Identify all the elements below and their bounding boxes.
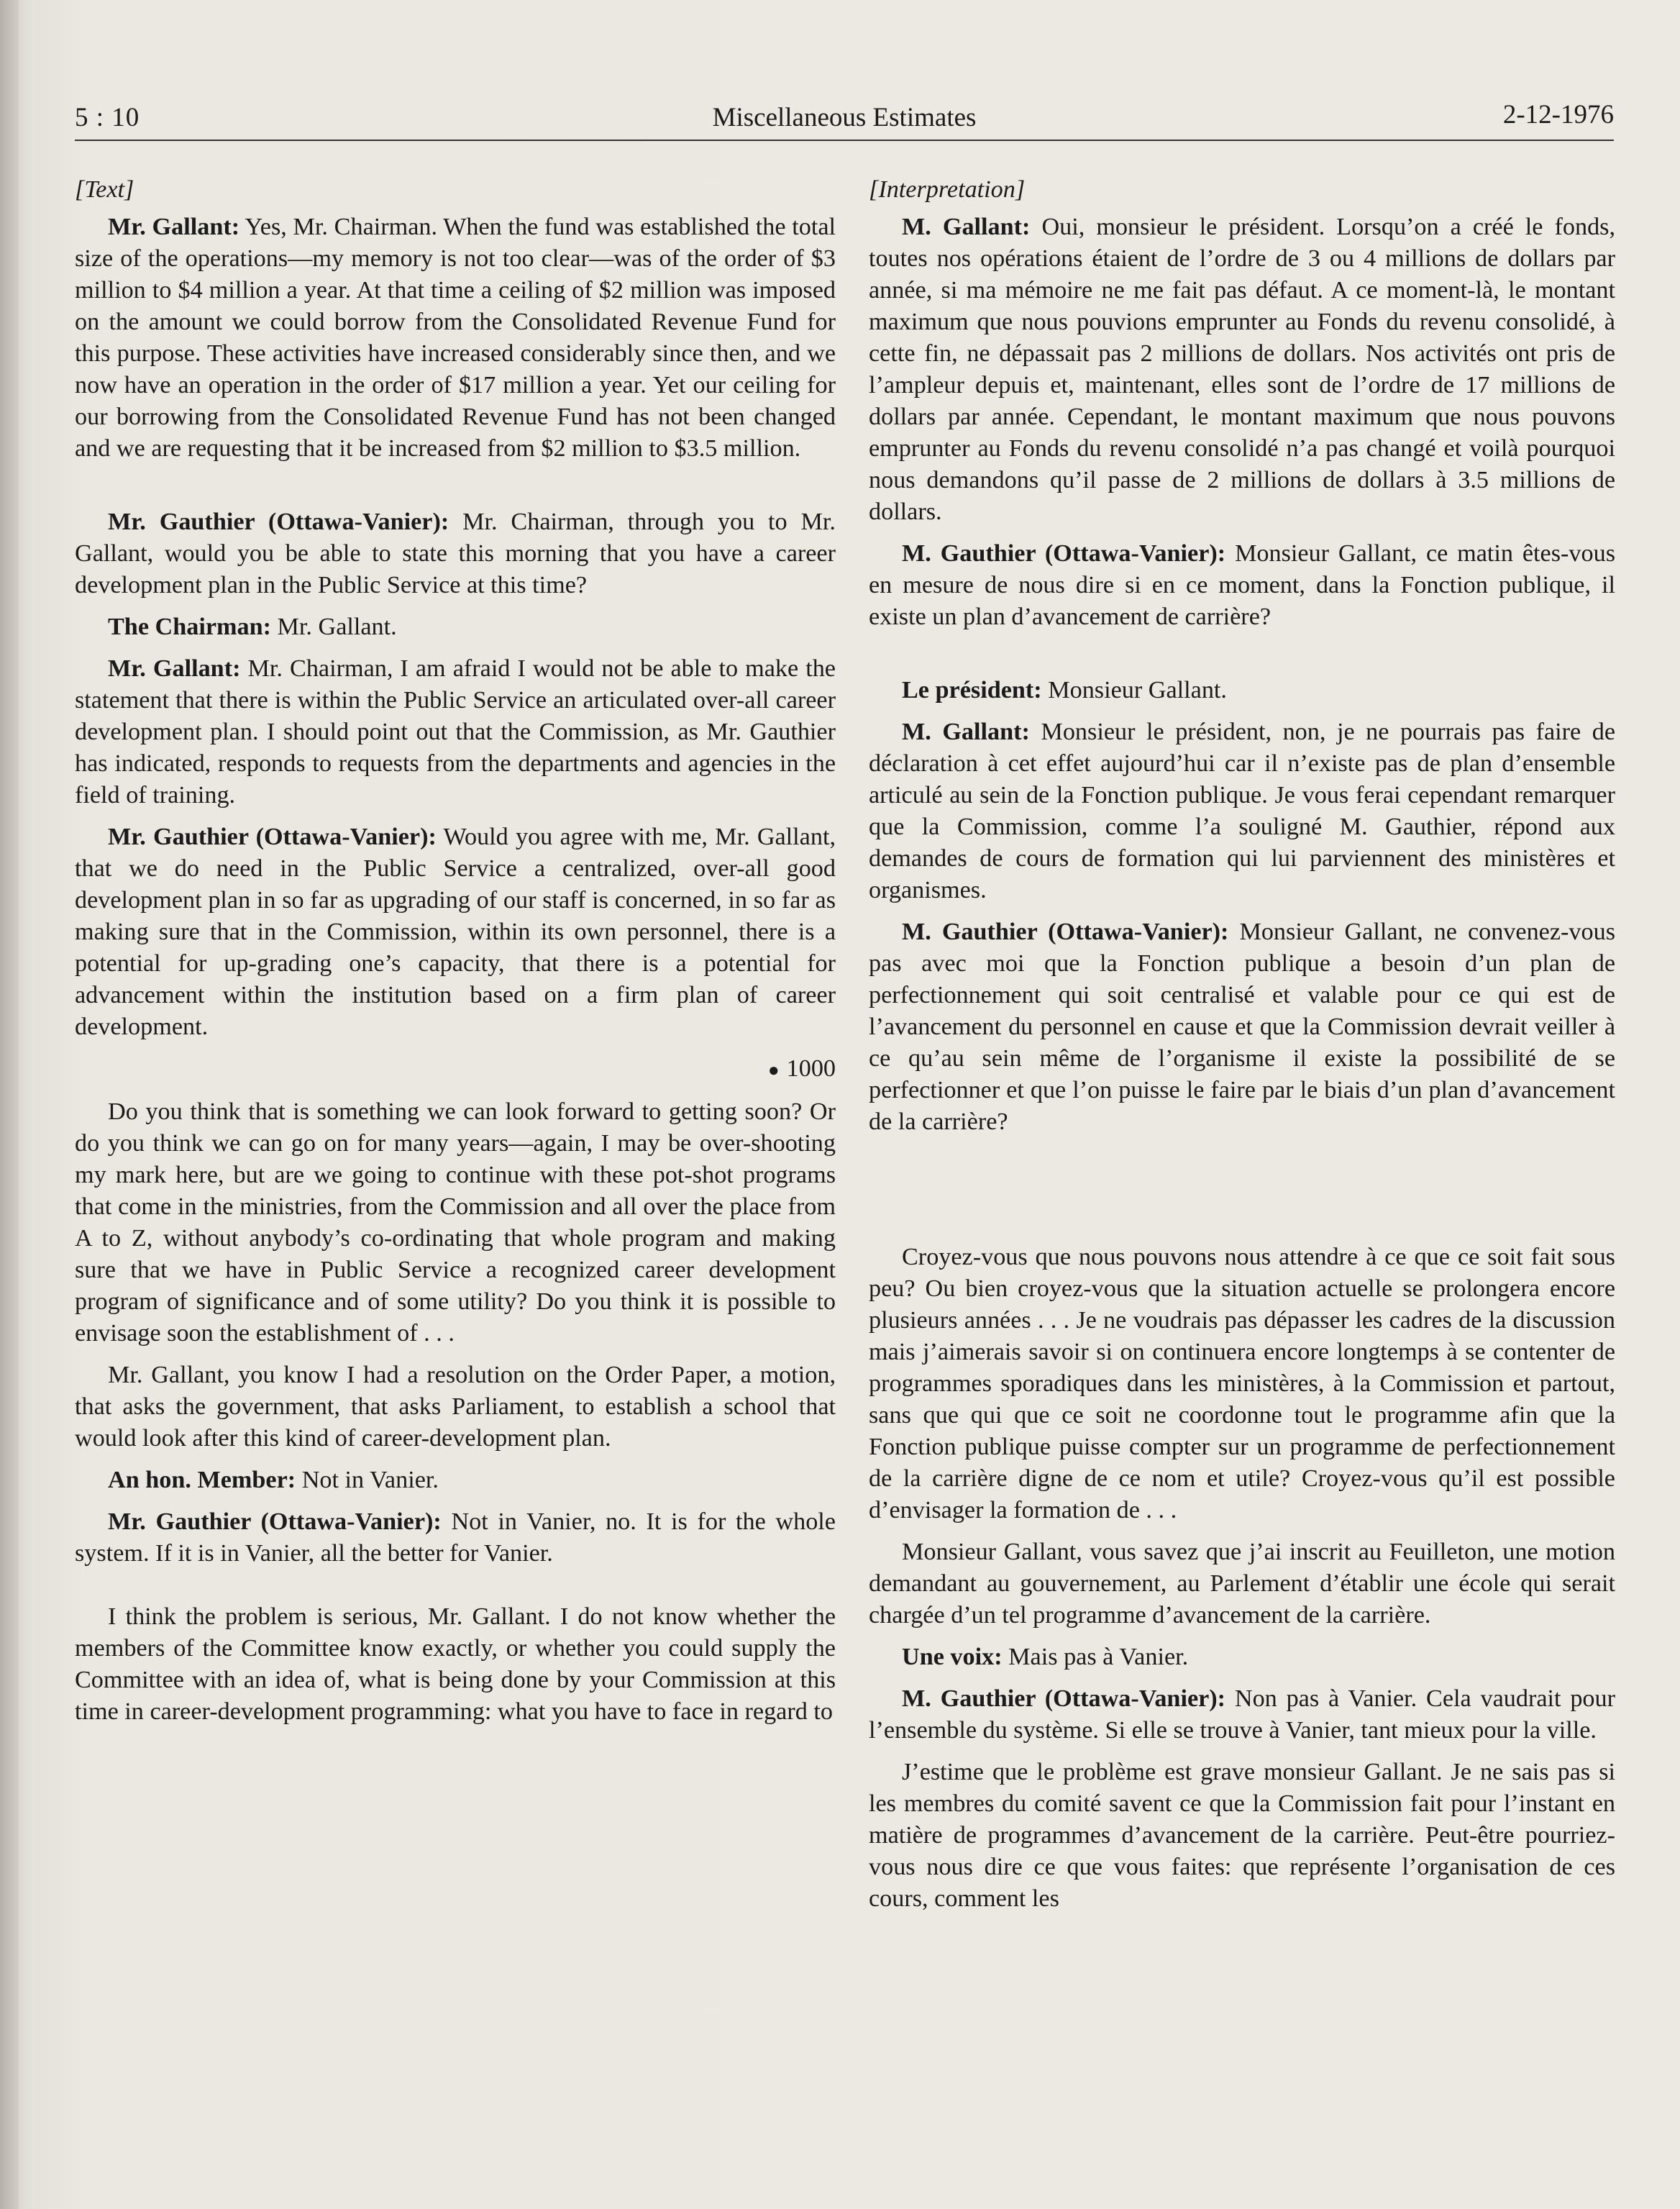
speaker-name: Une voix: (902, 1644, 1003, 1670)
speech-text: Not in Vanier, no. It is for the whole system. If it is in Vanier, all the better for Vanier. (75, 1508, 836, 1567)
column-label: [Interpretation] (869, 176, 1026, 203)
paragraph (869, 716, 1615, 906)
bullet-icon: ● (767, 1060, 780, 1081)
paragraph (75, 1601, 836, 1728)
speech-text: Mr. Gallant, you know I had a resolution on the Order Paper, a motion, that asks the government, that asks Parliament, to establish a school that would look after this kind of career-development plan. (75, 1362, 836, 1452)
speaker-name: M. Gallant: (902, 719, 1030, 745)
page-header (75, 96, 1614, 141)
paragraph (75, 1506, 836, 1570)
speaker-name: Mr. Gauthier (Ottawa-Vanier): (108, 509, 449, 535)
speech-text: I think the problem is serious, Mr. Gallant. I do not know whether the members of the Committee know exactly, or whether you could supply the Committee with an idea of, what is being done by your Commission at this time in career-development programming: what you have to face in regard to (75, 1603, 836, 1726)
paragraph (75, 211, 836, 465)
speaker-name: M. Gauthier (Ottawa-Vanier): (902, 1685, 1226, 1712)
french-column (869, 174, 1615, 1925)
speech-text: Monsieur Gallant, ce matin êtes-vous en mesure de nous dire si en ce moment, dans la Fonction publique, il existe un plan d’avancement de carrière? (869, 540, 1616, 630)
column-label: [Text] (75, 176, 134, 203)
page-number: 5 : 10 (75, 103, 140, 132)
paragraph (869, 1757, 1615, 1915)
speech-text: Monsieur Gallant. (1041, 677, 1227, 703)
page-binding-edge (0, 0, 19, 2209)
interpretation-label: Interpretation (878, 176, 1015, 203)
time-marker-value: 1000 (786, 1055, 836, 1082)
speech-text: Mr. Chairman, I am afraid I would not be able to make the statement that there is within the Public Service an articulated over-all career development plan. I should point out that the Commission, as Mr. Gauthier has indicated, responds to requests from the departments and agencies in the field of training. (75, 655, 836, 809)
speech-text: Monsieur Gallant, vous savez que j’ai inscrit au Feuilleton, une motion demandant au gouvernement, au Parlement d’établir une école qui serait chargée d’un tel programme d’avancement de la carrière. (869, 1539, 1615, 1629)
speech-text: Not in Vanier. (296, 1467, 439, 1494)
speaker-name: Mr. Gallant: (108, 655, 241, 682)
speech-text: Non pas à Vanier. Cela vaudrait pour l’ensemble du système. Si elle se trouve à Vanier, tant mieux pour la ville. (869, 1685, 1616, 1744)
paragraph (75, 611, 836, 643)
text-label: Text (84, 176, 125, 203)
paragraph (75, 653, 836, 811)
paragraph (75, 506, 836, 601)
page-title: Miscellaneous Estimates (712, 103, 977, 132)
speaker-name: M. Gallant: (902, 214, 1031, 240)
speaker-name: Mr. Gauthier (Ottawa-Vanier): (108, 1508, 442, 1536)
paragraph (869, 1683, 1615, 1746)
paragraph (869, 538, 1615, 633)
paragraph (869, 1536, 1615, 1631)
speaker-name: An hon. Member: (108, 1467, 296, 1494)
speech-text: Mr. Chairman, through you to Mr. Gallant, would you be able to state this morning that you have a career development plan in the Public Service at this time? (75, 509, 836, 598)
speech-text: Monsieur le président, non, je ne pourrais pas faire de déclaration à cet effet aujourd’hui car il n’existe pas de plan d’ensemble articulé au sein de la Fonction publique. Je vous ferai cependant remarquer que la Commission, comme l’a souligné M. Gauthier, répond aux demandes de cours de formation qui lui parviennent des ministères et organismes. (869, 719, 1616, 903)
paragraph (869, 916, 1615, 1138)
speaker-name: Le président: (902, 677, 1042, 703)
page-date: 2-12-1976 (1502, 100, 1614, 129)
paragraph (869, 211, 1615, 528)
speech-text: Monsieur Gallant, ne convenez-vous pas avec moi que la Fonction publique a besoin d’un plan de perfectionnement qui soit centralisé et valable pour ce qui est de l’avancement du personnel en cause et que la Commission devrait veiller à ce qu’au sein même de l’organisme il existe la possibilité de se perfectionner et que l’on puisse le faire par le biais d’un plan d’avancement de la carrière? (869, 919, 1615, 1135)
english-column (75, 174, 836, 1738)
speech-text: Croyez-vous que nous pouvons nous attendre à ce que ce soit fait sous peu? Ou bien croyez-vous que la situation actuelle se prolongera encore plusieurs années . . . Je ne voudrais pas dépasser les cadres de la discussion mais j’aimerais savoir si on continuera encore longtemps à se contenter de programmes sporadiques dans les ministères, à la Commission et partout, sans que qui que ce soit ne coordonne tout le programme afin que la Fonction publique puisse compter sur un programme de perfectionnement de la carrière digne de ce nom et utile? Croyez-vous qu’il est possible d’envisager la formation de . . . (869, 1244, 1615, 1523)
speech-text: Do you think that is something we can look forward to getting soon? Or do you think we can go on for many years—again, I may be over-shooting my mark here, but are we going to continue with these pot-shot programs that come in the ministries, from the Commission and all over the place from A to Z, without anybody’s co-ordinating that whole program and making sure that we have in Public Service a recognized career development program of significance and of some utility? Do you think it is possible to envisage soon the establishment of . . . (75, 1098, 836, 1347)
paragraph (75, 1096, 836, 1349)
speech-text: Would you agree with me, Mr. Gallant, that we do need in the Public Service a centralized, over-all good development plan in so far as upgrading of our staff is concerned, in so far as making sure that in the Commission, within its own personnel, there is a potential for up-grading one’s capacity, that there is a potential for advancement within the institution based on a firm plan of career development. (75, 824, 836, 1040)
speaker-name: M. Gauthier (Ottawa-Vanier): (902, 540, 1226, 567)
time-marker (75, 1053, 836, 1086)
paragraph (869, 1641, 1615, 1673)
speech-text: Mais pas à Vanier. (1002, 1644, 1189, 1670)
paragraph (869, 1242, 1615, 1526)
speech-text: J’estime que le problème est grave monsieur Gallant. Je ne sais pas si les membres du comité savent ce que la Commission fait pour l’instant en matière de programmes d’avancement de la carrière. Peut-être pourriez-vous nous dire ce que vous faites: que représente l’organisation de ces cours, comment les (869, 1759, 1615, 1912)
speech-text: Mr. Gallant. (270, 614, 397, 640)
paragraph (75, 1359, 836, 1454)
speech-text: Oui, monsieur le président. Lorsqu’on a créé le fonds, toutes nos opérations étaient de l’ordre de 3 ou 4 millions de dollars par année, si ma mémoire ne me fait pas défaut. A ce moment-là, le montant maximum que nous pouvions emprunter au Fonds du revenu consolidé, à cette fin, ne dépassait pas 2 millions de dollars. Nos activités ont pris de l’ampleur depuis et, maintenant, elles sont de l’ordre de 17 millions de dollars par année. Cependant, le montant maximum que nous pouvons emprunter au Fonds du revenu consolidé n’a pas changé et voilà pourquoi nous demandons qu’il passe de 2 millions de dollars à 3.5 millions de dollars. (869, 214, 1616, 525)
speaker-name: Mr. Gallant: (108, 214, 240, 240)
paragraph (75, 821, 836, 1043)
paragraph (869, 675, 1615, 706)
paragraph (75, 1465, 836, 1496)
speaker-name: M. Gauthier (Ottawa-Vanier): (902, 919, 1229, 945)
speaker-name: Mr. Gauthier (Ottawa-Vanier): (108, 824, 437, 850)
speaker-name: The Chairman: (108, 614, 271, 640)
speech-text: Yes, Mr. Chairman. When the fund was established the total size of the operations—my memory is not too clear—was of the order of $3 million to $4 million a year. At that time a ceiling of $2 million was imposed on the amount we could borrow from the Consolidated Revenue Fund for this purpose. These activities have increased considerably since then, and we now have an operation in the order of $17 million a year. Yet our ceiling for our borrowing from the Consolidated Revenue Fund has not been changed and we are requesting that it be increased from $2 million to $3.5 million. (75, 214, 836, 462)
